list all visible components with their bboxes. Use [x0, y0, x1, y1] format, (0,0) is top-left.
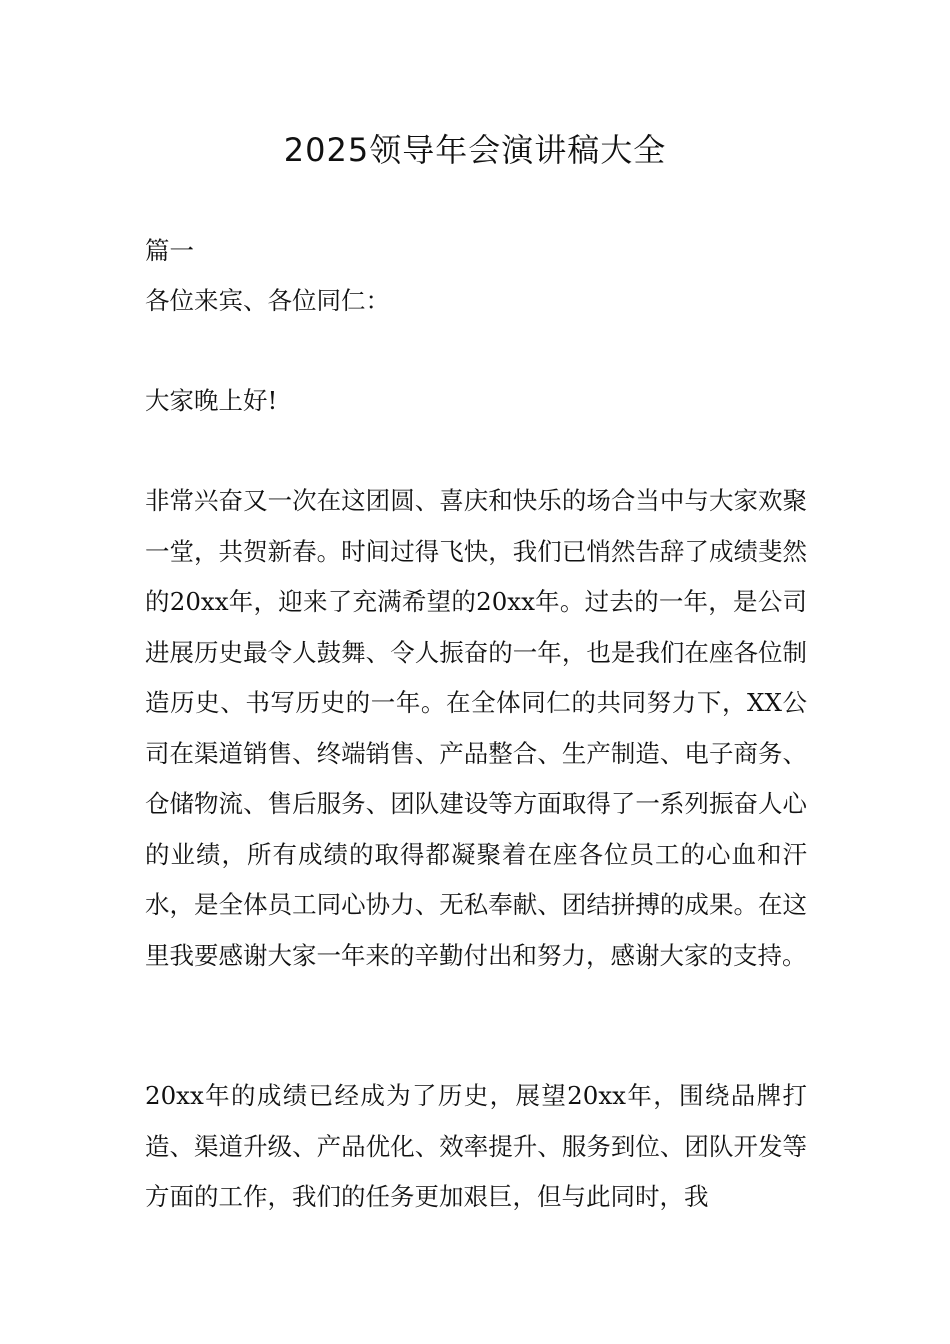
paragraph: 20xx年的成绩已经成为了历史，展望20xx年，围绕品牌打造、渠道升级、产品优化、效率提升、服务到位、团队开发等方面的工作，我们的任务更加艰巨，但与此同时，我	[145, 1081, 807, 1211]
paragraph: 非常兴奋又一次在这团圆、喜庆和快乐的场合当中与大家欢聚一堂，共贺新春。时间过得飞快，我们已悄然告辞了成绩斐然的20xx年，迎来了充满希望的20xx年。过去的一年，是公司进展历史最令人鼓舞、令人振奋的一年，也是我们在座各位制造历史、书写历史的一年。在全体同仁的共同努力下，XX公司在渠道销售、终端销售、产品整合、生产制造、电子商务、仓储物流、售后服务、团队建设等方面取得了一系列振奋人心的业绩，所有成绩的取得都凝聚着在座各位员工的心血和汗水，是全体员工同心协力、无私奉献、团结拼搏的成果。在这里我要感谢大家一年来的辛勤付出和努力，感谢大家的支持。	[145, 486, 807, 970]
greeting: 大家晚上好!	[145, 386, 278, 415]
salutation: 各位来宾、各位同仁：	[145, 286, 390, 315]
section-heading: 篇一	[145, 236, 194, 265]
document-title: 2025领导年会演讲稿大全	[283, 131, 667, 169]
